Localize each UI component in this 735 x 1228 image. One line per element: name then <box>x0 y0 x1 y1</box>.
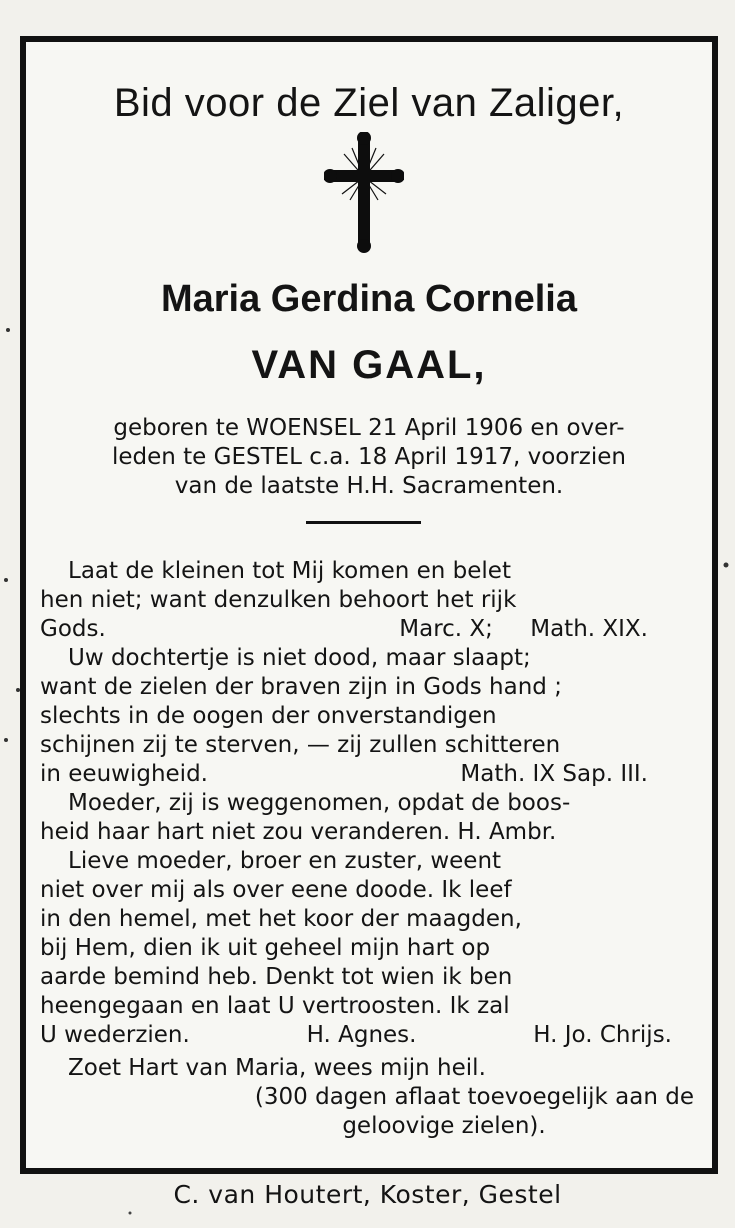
printer-imprint: C. van Houtert, Koster, Gestel <box>173 1180 562 1209</box>
card-heading: Bid voor de Ziel van Zaliger, <box>113 81 625 125</box>
deceased-name: Maria Gerdina Cornelia <box>160 278 577 320</box>
verse-reference-row <box>40 615 698 644</box>
verse-reference: H. Jo. Chrijs. <box>533 1022 672 1048</box>
verse-line: schijnen zij te sterven, — zij zullen schitteren <box>40 732 561 758</box>
memorial-card <box>20 36 718 1174</box>
verse-line: slechts in de oogen der onverstandigen <box>40 703 497 729</box>
verse-line: Lieve moeder, broer en zuster, weent <box>68 848 502 874</box>
verse-line: heengegaan en laat U vertroosten. Ik zal <box>40 993 510 1019</box>
deceased-surname: VAN GAAL, <box>251 343 487 387</box>
cross-icon <box>324 132 404 254</box>
divider <box>306 521 421 524</box>
verse-reference: Math. IX Sap. III. <box>460 761 648 787</box>
verse-reference: H. Agnes. <box>306 1022 417 1048</box>
verse-line: heid haar hart niet zou veranderen. H. Ambr. <box>40 819 557 845</box>
verse-line: niet over mij als over eene doode. Ik leef <box>40 877 512 903</box>
prayer: Zoet Hart van Maria, wees mijn heil. <box>68 1055 486 1081</box>
verse-line: in den hemel, met het koor der maagden, <box>40 906 522 932</box>
verse-line: Uw dochtertje is niet dood, maar slaapt; <box>68 645 531 671</box>
verse-line: Moeder, zij is weggenomen, opdat de boos- <box>68 790 571 816</box>
indulgence-note: geloovige zielen). <box>342 1113 546 1139</box>
verse-line: aarde bemind heb. Denkt tot wien ik ben <box>40 964 513 990</box>
verse-line: hen niet; want denzulken behoort het rijk <box>40 587 517 613</box>
verse-line: U wederzien. <box>40 1022 190 1048</box>
birth-line: geboren te WOENSEL 21 April 1906 en over- <box>113 415 625 441</box>
verses <box>40 557 698 1141</box>
birth-line: leden te GESTEL c.a. 18 April 1917, voorzien <box>111 444 626 470</box>
verse-line: Laat de kleinen tot Mij komen en belet <box>68 558 511 584</box>
indulgence-note: (300 dagen aflaat toevoegelijk aan de <box>254 1084 694 1110</box>
verse-reference: Marc. X; <box>399 616 493 642</box>
verse-reference: Math. XIX. <box>530 616 648 642</box>
birth-line: van de laatste H.H. Sacramenten. <box>174 473 564 499</box>
verse-line: Gods. <box>40 616 106 642</box>
verse-line: want de zielen der braven zijn in Gods hand ; <box>40 674 562 700</box>
verse-line: in eeuwigheid. <box>40 761 208 787</box>
verse-reference-row <box>40 760 698 789</box>
birth-death-details <box>40 414 698 501</box>
verse-line: bij Hem, dien ik uit geheel mijn hart op <box>40 935 491 961</box>
verse-signature-row <box>40 1021 698 1050</box>
